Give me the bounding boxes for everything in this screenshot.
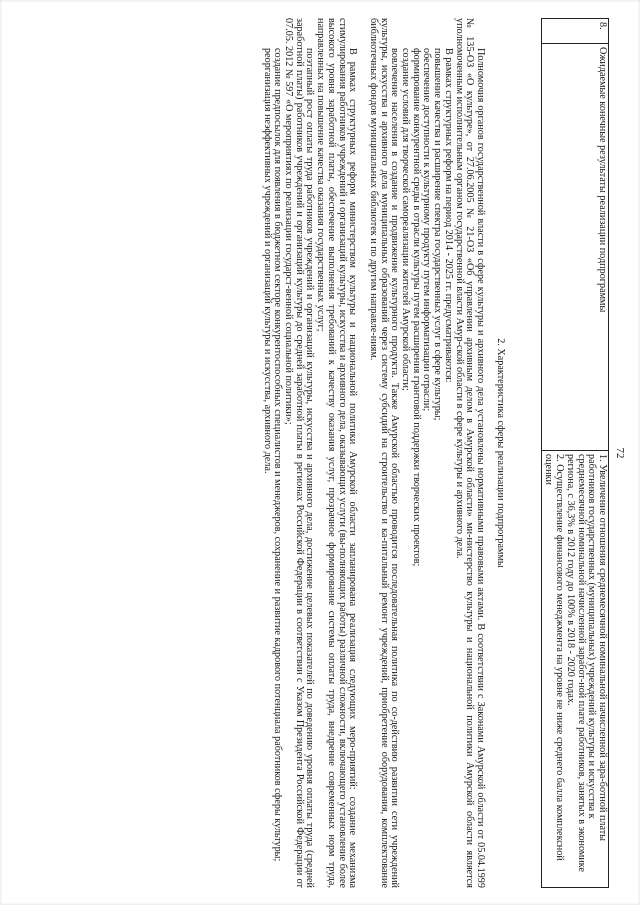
expected-results-table — [541, 18, 609, 888]
list-item: формирование конкурентной среды в отрасли культуры путем расширения грантовой поддержки творческих проектов; — [410, 48, 422, 567]
paragraph: Полномочия органов государственной власти в сфере культуры и архивного дела установлены нормативными правовыми актами. В соответствии с Законами Амурской области от 05.04.1999 № 135-ОЗ «О культуре», от 27.06.2005 № 21-ОЗ «Об управлении архивным делом в Амурской области» ми-нистерство культуры и национальной политики Амурской области является уполномоченным исполнительным органом государственной власти Амур-ской области в сфере культуры и архивного дела. — [453, 18, 486, 888]
list-item: вовлечение населения в создание и продвижение культурного продукта. Также Амурской областью проводится последовательная политика по со-действию развитии сети учреждений культуры, искусства и архивного дела муниципальных образований через систему субсидий на строительство и ка-питальный ремонт учреждений, приобретение оборудования, комплектование библиотечных фондов муниципальных библиотек и по другим направле-ниям. — [367, 18, 401, 888]
paragraph: В рамках структурных реформ министерством культуры и национальной политики Амурской области запланирована реализация следующих меро-приятий: создание механизма стимулирования работников учреждений и организаций культуры, искусства и архивного дела, оказывающих услуги (вы-полняющих работы) различной сложности, включающего установление более высокого уровня заработной платы, обеспечение выполнения требований к качеству оказания услуг, прозрачное формирование системы оплаты труда, внедрение современных норм труда, направленных на повышение качества оказания государственных услуг; — [315, 18, 359, 888]
rotated-document-page — [15, 18, 625, 888]
list-item: обеспечение доступности к культурному продукту путем информатизации отрасли; — [421, 48, 433, 412]
list-item: поэтапный рост оплаты труда работников учреждений и организаций культуры, искусства и архивного дела, достижение целевых показателей по доведению уровня оплаты труда (средней заработной платы) работников учреждений и организаций культуры до средней заработной платы в регионах Российской Федерации в соответствии с Указом Президента Российской Федерации от 07.05. 2012 № 597 «О мероприятиях по реализации государст-венной социальной политики»; — [283, 18, 316, 888]
list-item: создание предпосылок для появления в бюджетном секторе конкурентоспособных специалистов и менеджеров, сохранение и развитие кадрового потенциала работников сферы культуры; — [272, 48, 284, 862]
row-results-cell — [541, 451, 608, 888]
list-item: реорганизация неэффективных учреждений и организаций культуры и искусства, архивного дела. — [261, 48, 273, 474]
paragraph: В рамках структурных реформ на период 2014 - 2025 гг. предусматриваются: — [442, 48, 454, 383]
row-number-cell: 8. — [541, 19, 608, 44]
result-item: 1. Увеличение отношения среднемесячной номинальной начисленной зара-ботной платы работников государственных (муниципальных) учреждений культуры и искусства к среднемесячной номинальной начисленной заработ-ной плате работников, занятых в экономике региона, с 36,3% в 2012 году до 100% в 2018 - 2020 годах. — [564, 454, 608, 873]
list-item: повышение качества и расширение спектра государственных услуг в сфере культуры; — [432, 48, 444, 421]
result-item: 2. Осуществление финансового менеджмента на уровне не ниже среднего балла комплексной оценки — [543, 454, 566, 861]
list-item: создание условий для творческой самореализации жителей Амурской области; — [400, 48, 412, 391]
page-number: 72 — [614, 447, 626, 459]
section-heading: 2. Характеристика сферы реализации подпрограммы — [495, 338, 506, 568]
body-text — [261, 18, 485, 888]
table-row — [541, 19, 608, 888]
row-name-cell: Ожидаемые конечные результаты реализации подпрограммы — [541, 44, 608, 451]
